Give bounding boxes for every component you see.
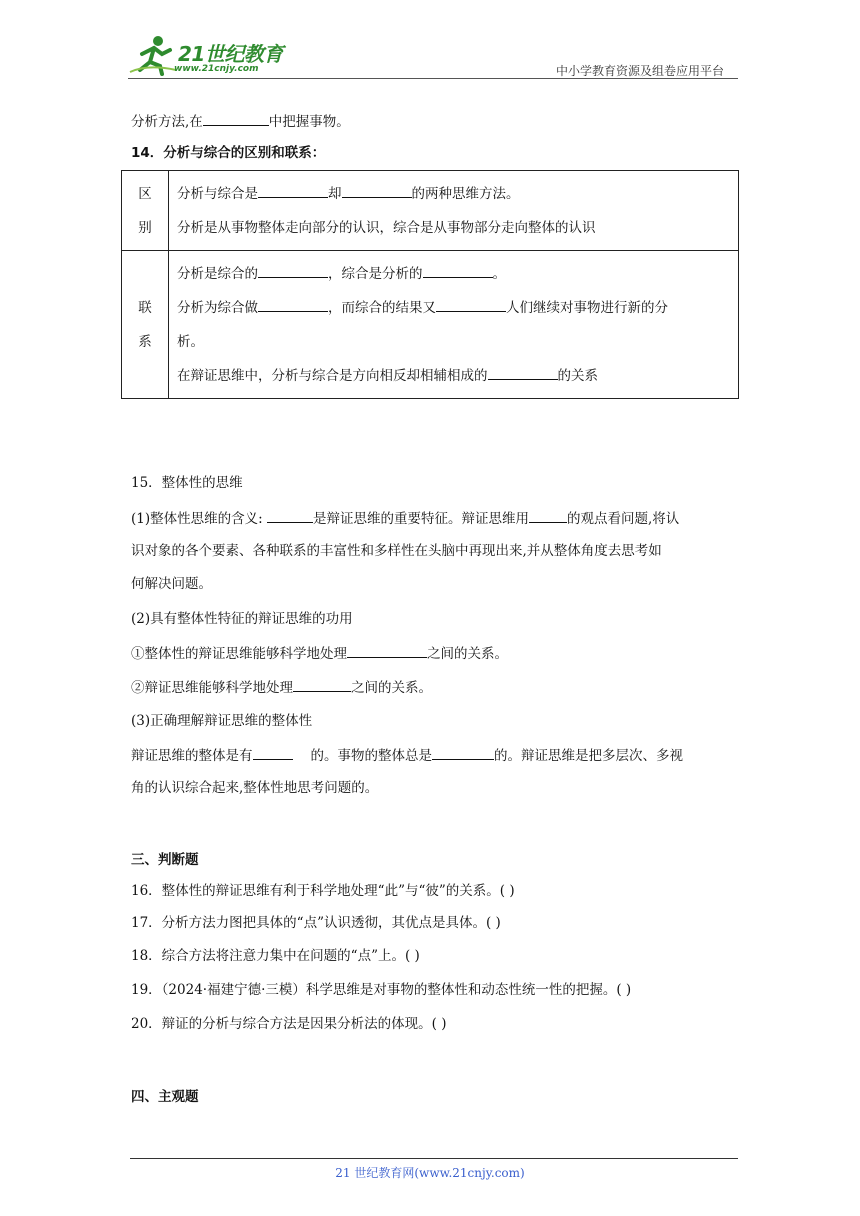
section4-title: 四、主观题	[131, 1089, 199, 1105]
section3-title: 三、判断题	[131, 852, 199, 868]
intro-line: 分析方法,在 中把握事物。	[131, 111, 350, 132]
link-line-1: 分析是综合的 ，综合是分析的 。	[169, 257, 738, 291]
q15-p2-item1: ①整体性的辩证思维能够科学地处理 之间的关系。	[131, 643, 508, 664]
difference-cell	[169, 171, 739, 251]
judge-item-20: 20．辩证的分析与综合方法是因果分析法的体现。( )	[131, 1016, 447, 1032]
site-logo	[128, 34, 298, 78]
diff-line-2: 分析是从事物整体走向部分的认识，综合是从事物部分走向整体的认识	[177, 219, 596, 236]
diff-line-1: 分析与综合是 却 的两种思维方法。	[169, 177, 738, 211]
q15-p3-line1: 辩证思维的整体是有 的。事物的整体总是 的。辩证思维是把多层次、多视	[131, 745, 683, 766]
blank[interactable]	[293, 677, 351, 692]
blank[interactable]	[253, 745, 293, 760]
blank[interactable]	[267, 508, 313, 523]
blank[interactable]	[258, 297, 328, 312]
header-divider	[128, 78, 738, 79]
q15-p1-line2: 识对象的各个要素、各种联系的丰富性和多样性在头脑中再现出来,并从整体角度去思考如	[131, 543, 662, 559]
q14-title: 14．分析与综合的区别和联系：	[131, 145, 326, 161]
label-difference: 区 别	[122, 171, 169, 251]
blank[interactable]	[488, 365, 558, 380]
logo-text: 21世纪教育	[178, 42, 283, 66]
blank[interactable]	[203, 111, 269, 126]
page-header	[128, 34, 738, 78]
blank[interactable]	[529, 508, 567, 523]
footer-divider	[130, 1158, 738, 1159]
q15-p1-line3: 何解决问题。	[131, 576, 212, 592]
platform-name: 中小学教育资源及组卷应用平台	[555, 64, 724, 78]
blank[interactable]	[258, 263, 328, 278]
blank[interactable]	[436, 297, 506, 312]
blank[interactable]	[432, 745, 494, 760]
judge-item-19: 19．（2024·福建宁德·三模）科学思维是对事物的整体性和动态性统一性的把握。( )	[131, 982, 632, 998]
label-connection: 联 系	[122, 251, 169, 399]
q15-p2-heading: (2)具有整体性特征的辩证思维的功用	[131, 611, 353, 627]
q15-p3-heading: (3)正确理解辩证思维的整体性	[131, 713, 313, 729]
q15-p1-line1: (1)整体性思维的含义: 是辩证思维的重要特征。辩证思维用 的观点看问题,将认	[131, 508, 679, 529]
blank[interactable]	[423, 263, 493, 278]
connection-cell	[169, 251, 739, 399]
blank[interactable]	[258, 183, 328, 198]
analysis-synthesis-table	[121, 170, 739, 399]
blank[interactable]	[342, 183, 412, 198]
logo-url: www.21cnjy.com	[174, 64, 259, 74]
link-line-3: 在辩证思维中，分析与综合是方向相反却相辅相成的 的关系	[169, 359, 738, 393]
runner-logo-icon	[128, 34, 178, 76]
page-footer[interactable]: 21 世纪教育网(www.21cnjy.com)	[335, 1166, 525, 1180]
judge-item-17: 17．分析方法力图把具体的“点”认识透彻，其优点是具体。( )	[131, 915, 501, 931]
q15-p2-item2: ②辩证思维能够科学地处理 之间的关系。	[131, 677, 432, 698]
link-line-2b: 析。	[177, 333, 204, 350]
q15-p3-line2: 角的认识综合起来,整体性地思考问题的。	[131, 780, 379, 796]
link-line-2: 分析为综合做 ，而综合的结果又 人们继续对事物进行新的分	[169, 291, 738, 325]
blank[interactable]	[347, 643, 427, 658]
q15-title: 15．整体性的思维	[131, 475, 243, 491]
judge-item-18: 18．综合方法将注意力集中在问题的“点”上。( )	[131, 948, 420, 964]
judge-item-16: 16．整体性的辩证思维有利于科学地处理“此”与“彼”的关系。( )	[131, 883, 515, 899]
